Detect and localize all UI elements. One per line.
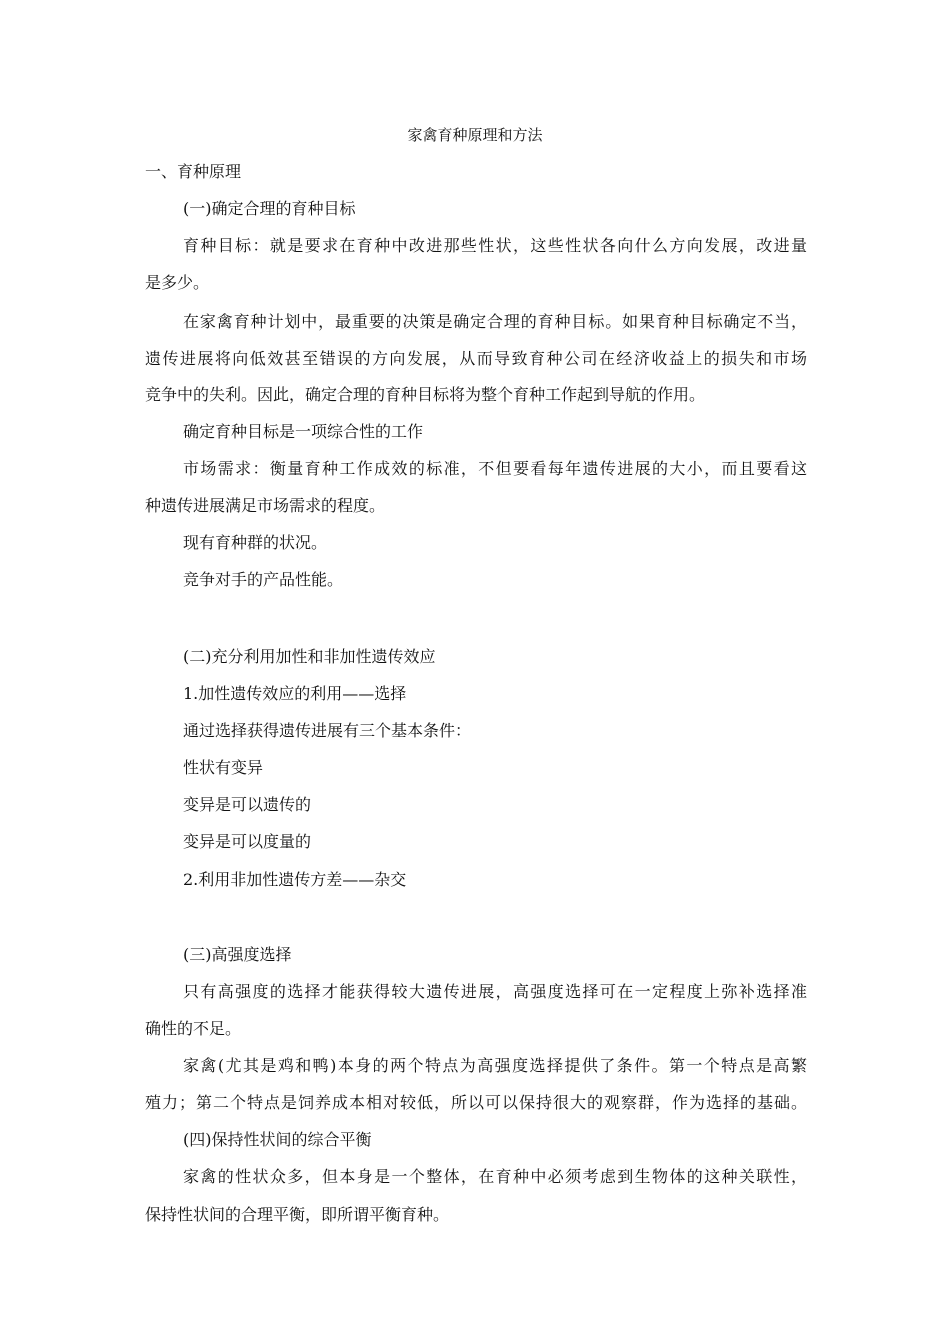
list-item: 1.加性遗传效应的利用——选择 — [183, 684, 407, 703]
paragraph-line: 确定育种目标是一项综合性的工作 — [183, 422, 424, 441]
list-item: 性状有变异 — [183, 758, 264, 777]
paragraph-line: 遗传进展将向低效甚至错误的方向发展，从而导致育种公司在经济收益上的损失和市场 — [145, 349, 807, 368]
paragraph-line: 家禽的性状众多，但本身是一个整体，在育种中必须考虑到生物体的这种关联性， — [183, 1167, 807, 1186]
paragraph-line: 通过选择获得遗传进展有三个基本条件： — [183, 721, 472, 740]
paragraph-line: 市场需求：衡量育种工作成效的标准，不但要看每年遗传进展的大小，而且要看这 — [183, 459, 807, 478]
subsection-heading-3: (三)高强度选择 — [183, 945, 292, 964]
subsection-heading-1: (一)确定合理的育种目标 — [183, 199, 356, 218]
subsection-heading-4: (四)保持性状间的综合平衡 — [183, 1130, 372, 1149]
paragraph-line: 在家禽育种计划中，最重要的决策是确定合理的育种目标。如果育种目标确定不当， — [183, 312, 807, 331]
section-heading: 一、育种原理 — [145, 162, 242, 181]
list-item: 变异是可以度量的 — [183, 832, 312, 851]
list-item: 变异是可以遗传的 — [183, 795, 312, 814]
paragraph-line: 是多少。 — [145, 273, 210, 292]
paragraph-line: 只有高强度的选择才能获得较大遗传进展，高强度选择可在一定程度上弥补选择准 — [183, 982, 807, 1001]
paragraph-line: 家禽(尤其是鸡和鸭)本身的两个特点为高强度选择提供了条件。第一个特点是高繁 — [183, 1056, 807, 1075]
document-title: 家禽育种原理和方法 — [407, 126, 543, 144]
subsection-heading-2: (二)充分利用加性和非加性遗传效应 — [183, 647, 436, 666]
list-item: 2.利用非加性遗传方差——杂交 — [183, 870, 407, 889]
paragraph-line: 竞争中的失利。因此，确定合理的育种目标将为整个育种工作起到导航的作用。 — [145, 385, 706, 404]
paragraph-line: 种遗传进展满足市场需求的程度。 — [145, 496, 386, 515]
paragraph-line: 保持性状间的合理平衡，即所谓平衡育种。 — [145, 1205, 450, 1224]
paragraph-line: 育种目标：就是要求在育种中改进那些性状，这些性状各向什么方向发展，改进量 — [183, 236, 807, 255]
paragraph-line: 竞争对手的产品性能。 — [183, 570, 344, 589]
paragraph-line: 确性的不足。 — [145, 1019, 242, 1038]
paragraph-line: 现有育种群的状况。 — [183, 533, 328, 552]
paragraph-line: 殖力；第二个特点是饲养成本相对较低，所以可以保持很大的观察群，作为选择的基础。 — [145, 1093, 807, 1112]
